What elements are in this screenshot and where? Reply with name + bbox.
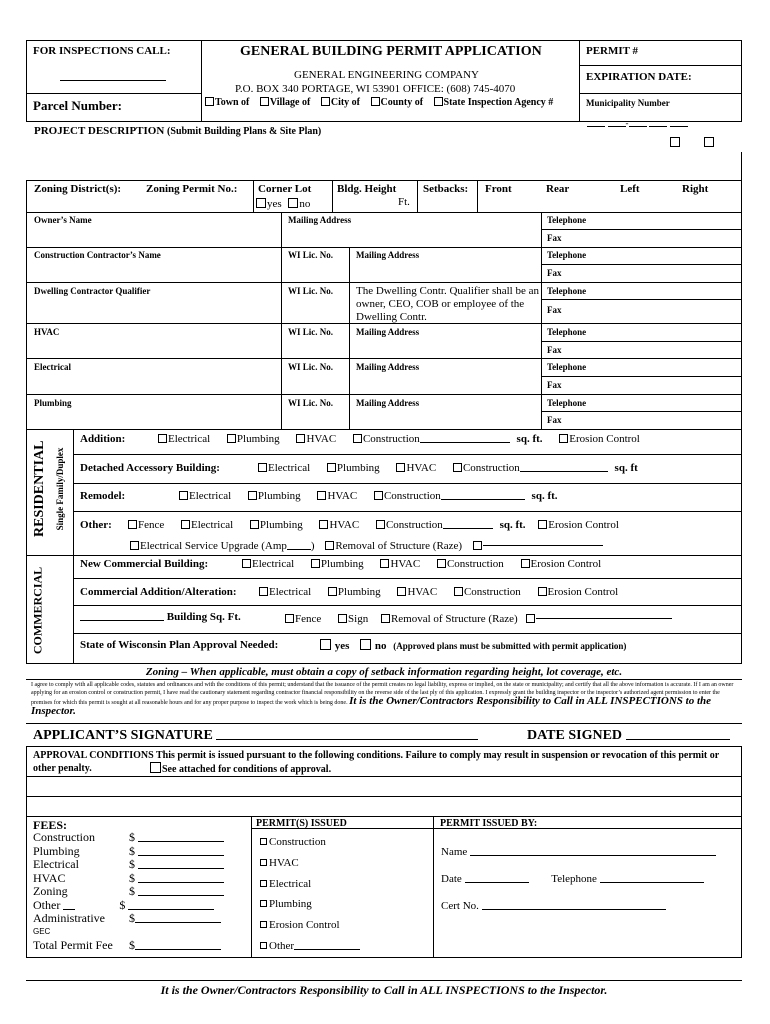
company-address: P.O. BOX 340 PORTAGE, WI 53901 OFFICE: (608) 745-4070	[235, 83, 516, 95]
new-commercial-electrical-checkbox[interactable]	[242, 559, 251, 568]
new-commercial-options: Electrical Plumbing HVAC Construction Erosion Control	[242, 558, 601, 570]
inspections-call-label: FOR INSPECTIONS CALL:	[33, 45, 171, 57]
permit-other: Other	[260, 936, 360, 957]
project-description-label: PROJECT DESCRIPTION (Submit Building Plans & Site Plan)	[34, 125, 322, 137]
new-commercial-label: New Commercial Building:	[80, 558, 209, 570]
date-signed-field[interactable]	[626, 727, 730, 740]
corner-lot-yes-checkbox[interactable]	[256, 198, 266, 208]
electrical-mailing-label: Mailing Address	[356, 362, 420, 372]
fee-construction: Construction $	[33, 831, 224, 845]
see-attached-row: See attached for conditions of approval.	[150, 762, 331, 775]
permit-hvac: HVAC	[260, 853, 360, 874]
setback-front-label: Front	[485, 183, 512, 195]
fee-other: Other $	[33, 899, 224, 913]
commercial-alteration-label: Commercial Addition/Alteration:	[80, 586, 237, 598]
permit-construction: Construction	[260, 832, 360, 853]
contractor-fax-label: Fax	[547, 268, 562, 278]
bldg-height-unit: Ft.	[398, 196, 410, 208]
total-fee-row: Total Permit Fee $	[33, 938, 221, 953]
new-commercial-hvac-checkbox[interactable]	[380, 559, 389, 568]
form-title: GENERAL BUILDING PERMIT APPLICATION	[240, 44, 542, 59]
qualifier-lic-label: WI Lic. No.	[288, 286, 333, 296]
addition-sqft-field[interactable]	[420, 433, 510, 443]
project-checkbox-1[interactable]	[670, 137, 680, 147]
hvac-label: HVAC	[34, 327, 60, 337]
qualifier-fax-label: Fax	[547, 305, 562, 315]
municipality-number-field[interactable]: -	[587, 117, 688, 129]
fee-other-desc-field[interactable]	[63, 900, 75, 910]
alteration-erosion-checkbox[interactable]	[538, 587, 547, 596]
fee-hvac: HVAC $	[33, 872, 224, 886]
permit-plumbing-checkbox[interactable]	[260, 900, 267, 907]
corner-lot-no-checkbox[interactable]	[288, 198, 298, 208]
plumbing-mailing-label: Mailing Address	[356, 398, 420, 408]
see-attached-checkbox[interactable]	[150, 762, 161, 773]
new-commercial-construction-checkbox[interactable]	[437, 559, 446, 568]
other-construction-checkbox[interactable]	[376, 520, 385, 529]
addition-construction-checkbox[interactable]	[353, 434, 362, 443]
municipality-number-label: Municipality Number	[586, 98, 670, 108]
fee-hvac-field[interactable]	[138, 873, 224, 883]
building-sqft-field[interactable]	[80, 611, 164, 621]
bldg-height-label: Bldg. Height	[337, 183, 397, 195]
new-commercial-erosion-checkbox[interactable]	[521, 559, 530, 568]
company-name: GENERAL ENGINEERING COMPANY	[294, 69, 479, 81]
other-options: Fence Electrical Plumbing HVAC Construction sq. ft. Erosion Control	[128, 519, 619, 531]
issued-by-date-field[interactable]	[465, 873, 529, 883]
electrical-lic-label: WI Lic. No.	[288, 362, 333, 372]
city-checkbox[interactable]	[321, 97, 330, 106]
commercial-misc-options: Fence Sign Removal of Structure (Raze)	[285, 613, 672, 625]
footer-note: It is the Owner/Contractors Responsibility to Call in ALL INSPECTIONS to the Inspector.	[160, 983, 608, 997]
setbacks-label: Setbacks:	[423, 183, 469, 195]
fee-zoning: Zoning $	[33, 885, 224, 899]
county-checkbox[interactable]	[371, 97, 380, 106]
other-erosion-checkbox[interactable]	[538, 520, 547, 529]
project-checkbox-2[interactable]	[704, 137, 714, 147]
detached-options: Electrical Plumbing HVAC Construction sq. ft	[258, 462, 638, 474]
fee-plumbing: Plumbing $	[33, 845, 224, 859]
date-signed-row: DATE SIGNED	[527, 727, 730, 744]
commercial-label: COMMERCIAL	[30, 566, 45, 655]
state-agency-checkbox[interactable]	[434, 97, 443, 106]
remodel-label: Remodel:	[80, 490, 126, 502]
service-upgrade-amp-field[interactable]	[287, 540, 311, 550]
alteration-plumbing-checkbox[interactable]	[328, 587, 337, 596]
fee-construction-field[interactable]	[138, 832, 224, 842]
applicant-signature-row: APPLICANT’S SIGNATURE	[33, 727, 478, 744]
raze-checkbox[interactable]	[325, 541, 334, 550]
setback-left-label: Left	[620, 183, 640, 195]
alteration-hvac-checkbox[interactable]	[397, 587, 406, 596]
qualifier-note: The Dwelling Contr. Qualifier shall be an owner, CEO, COB or employee of the Dwelling Contr.	[356, 285, 539, 323]
electrical-telephone-label: Telephone	[547, 362, 587, 372]
remodel-construction-checkbox[interactable]	[374, 491, 383, 500]
issued-by-name-field[interactable]	[470, 846, 716, 856]
project-description-field[interactable]	[34, 148, 734, 178]
detached-hvac-checkbox[interactable]	[396, 463, 405, 472]
owner-telephone-label: Telephone	[547, 215, 587, 225]
service-upgrade-row: Electrical Service Upgrade (Amp ) Removal of Structure (Raze)	[130, 540, 603, 552]
agreement-text: I agree to comply with all applicable codes, statutes and ordinances and with the conditions of this permit; understand that the issuance of the permit creates no legal liability, express or implied, on the state or municipality; and certify that all the above information is accurate. If I am an owner applying for an erosion control or construction permit, I have read the cautionary statement regarding contractor financial responsibility on the reverse side of the last ply of this application. I expressly grant the building inspector or the inspector’s authorized agent permission to enter the premises for which this permit is sought at all reasonable hours and for any proper purpose to inspect the work which is being done. It is the Owner/Contractors Responsibility to Call in ALL INSPECTIONS to the Inspector.	[31, 682, 734, 717]
electrical-fax-label: Fax	[547, 380, 562, 390]
other-plumbing-checkbox[interactable]	[250, 520, 259, 529]
plan-approval-label: State of Wisconsin Plan Approval Needed:	[80, 639, 279, 651]
corner-lot-label: Corner Lot	[258, 183, 312, 195]
zoning-note: Zoning – When applicable, must obtain a copy of setback information regarding height, lot coverage, etc.	[145, 666, 623, 678]
owner-name-label: Owner’s Name	[34, 215, 92, 225]
commercial-raze-checkbox[interactable]	[381, 614, 390, 623]
permit-number-label: PERMIT #	[586, 45, 639, 57]
detached-sqft-field[interactable]	[520, 462, 608, 472]
qualifier-telephone-label: Telephone	[547, 286, 587, 296]
fee-electrical-field[interactable]	[138, 859, 224, 869]
permit-electrical: Electrical	[260, 874, 360, 895]
setback-right-label: Right	[682, 183, 709, 195]
zoning-districts-label: Zoning District(s):	[34, 183, 122, 195]
addition-hvac-checkbox[interactable]	[296, 434, 305, 443]
applicant-signature-field[interactable]	[216, 727, 478, 740]
commercial-other-checkbox[interactable]	[526, 614, 535, 623]
fee-administrative-field[interactable]	[135, 913, 221, 923]
qualifier-label: Dwelling Contractor Qualifier	[34, 286, 151, 296]
contractor-lic-label: WI Lic. No.	[288, 250, 333, 260]
electrical-label: Electrical	[34, 362, 71, 372]
permit-erosion-checkbox[interactable]	[260, 921, 267, 928]
plumbing-lic-label: WI Lic. No.	[288, 398, 333, 408]
hvac-lic-label: WI Lic. No.	[288, 327, 333, 337]
commercial-fence-checkbox[interactable]	[285, 614, 294, 623]
plumbing-fax-label: Fax	[547, 415, 562, 425]
corner-lot-options: yes no	[256, 198, 310, 210]
issued-by-telephone-field[interactable]	[600, 873, 704, 883]
village-checkbox[interactable]	[260, 97, 269, 106]
permits-issued-list	[260, 832, 360, 957]
fee-zoning-field[interactable]	[138, 886, 224, 896]
detached-plumbing-checkbox[interactable]	[327, 463, 336, 472]
detached-construction-checkbox[interactable]	[453, 463, 462, 472]
service-upgrade-checkbox[interactable]	[130, 541, 139, 550]
residential-label: RESIDENTIAL	[32, 440, 47, 537]
plumbing-label: Plumbing	[34, 398, 72, 408]
zoning-permit-label: Zoning Permit No.:	[146, 183, 238, 195]
plumbing-telephone-label: Telephone	[547, 398, 587, 408]
owner-mailing-label: Mailing Address	[288, 215, 352, 225]
fees-list	[33, 831, 224, 926]
other-sqft-field[interactable]	[443, 519, 493, 529]
other-label: Other:	[80, 519, 112, 531]
other-electrical-checkbox[interactable]	[181, 520, 190, 529]
permits-issued-label: PERMIT(S) ISSUED	[256, 818, 347, 829]
contractor-telephone-label: Telephone	[547, 250, 587, 260]
other-hvac-checkbox[interactable]	[319, 520, 328, 529]
hvac-telephone-label: Telephone	[547, 327, 587, 337]
hvac-fax-label: Fax	[547, 345, 562, 355]
approval-conditions-text: APPROVAL CONDITIONS This permit is issued pursuant to the following conditions. Failure to comply may result in suspension or revocation of this permit or other penalty.	[33, 750, 719, 774]
commercial-other-field[interactable]	[536, 617, 672, 619]
plan-approval-yes-checkbox[interactable]	[320, 639, 331, 650]
expiration-date-label: EXPIRATION DATE:	[586, 71, 692, 83]
remodel-plumbing-checkbox[interactable]	[248, 491, 257, 500]
town-checkbox[interactable]	[205, 97, 214, 106]
remodel-electrical-checkbox[interactable]	[179, 491, 188, 500]
residential-other-checkbox[interactable]	[473, 541, 482, 550]
gec-label: GEC	[33, 927, 51, 936]
permit-other-checkbox[interactable]	[260, 942, 267, 949]
municipality-type-row: Town of Village of City of County of State Inspection Agency #	[205, 97, 553, 108]
issued-by-label: PERMIT ISSUED BY:	[440, 818, 538, 829]
owner-fax-label: Fax	[547, 233, 562, 243]
issued-by-date-row: Date Telephone	[441, 873, 704, 885]
residential-sublabel: Single Family/Duplex	[55, 447, 65, 531]
addition-row: Addition:	[80, 433, 126, 445]
alteration-electrical-checkbox[interactable]	[259, 587, 268, 596]
permit-erosion: Erosion Control	[260, 915, 360, 936]
detached-electrical-checkbox[interactable]	[258, 463, 267, 472]
remodel-hvac-checkbox[interactable]	[317, 491, 326, 500]
permit-plumbing: Plumbing	[260, 894, 360, 915]
commercial-alteration-options: Electrical Plumbing HVAC Construction Erosion Control	[259, 586, 618, 598]
permit-construction-checkbox[interactable]	[260, 838, 267, 845]
issued-by-name-row: Name	[441, 846, 716, 858]
remodel-sqft-field[interactable]	[441, 490, 525, 500]
permit-electrical-checkbox[interactable]	[260, 880, 267, 887]
addition-erosion-checkbox[interactable]	[559, 434, 568, 443]
total-fee-field[interactable]	[135, 940, 221, 950]
contractor-mailing-label: Mailing Address	[356, 250, 420, 260]
residential-other-field[interactable]	[483, 544, 603, 546]
building-sqft-row: Building Sq. Ft.	[80, 611, 241, 623]
alteration-construction-checkbox[interactable]	[454, 587, 463, 596]
fee-plumbing-field[interactable]	[138, 846, 224, 856]
remodel-options: Electrical Plumbing HVAC Construction sq. ft.	[179, 490, 558, 502]
addition-electrical-checkbox[interactable]	[158, 434, 167, 443]
issued-by-cert-field[interactable]	[482, 900, 666, 910]
issued-by-cert-row: Cert No.	[441, 900, 666, 912]
hvac-mailing-label: Mailing Address	[356, 327, 420, 337]
commercial-sign-checkbox[interactable]	[338, 614, 347, 623]
setback-rear-label: Rear	[546, 183, 570, 195]
fee-other-field[interactable]	[128, 900, 214, 910]
parcel-number-label: Parcel Number:	[33, 98, 122, 113]
plan-approval-options: yes no (Approved plans must be submitted with permit application)	[320, 639, 626, 652]
new-commercial-plumbing-checkbox[interactable]	[311, 559, 320, 568]
other-fence-checkbox[interactable]	[128, 520, 137, 529]
plan-approval-no-checkbox[interactable]	[360, 639, 371, 650]
permit-hvac-checkbox[interactable]	[260, 859, 267, 866]
addition-options: Electrical Plumbing HVAC Construction sq. ft. Erosion Control	[158, 433, 640, 445]
fees-label: FEES:	[33, 818, 68, 832]
permit-other-field[interactable]	[294, 940, 360, 950]
fee-electrical: Electrical $	[33, 858, 224, 872]
addition-plumbing-checkbox[interactable]	[227, 434, 236, 443]
contractor-name-label: Construction Contractor’s Name	[34, 250, 161, 260]
detached-label: Detached Accessory Building:	[80, 462, 220, 474]
fee-administrative: Administrative $	[33, 912, 224, 926]
inspections-call-field[interactable]	[60, 80, 166, 81]
